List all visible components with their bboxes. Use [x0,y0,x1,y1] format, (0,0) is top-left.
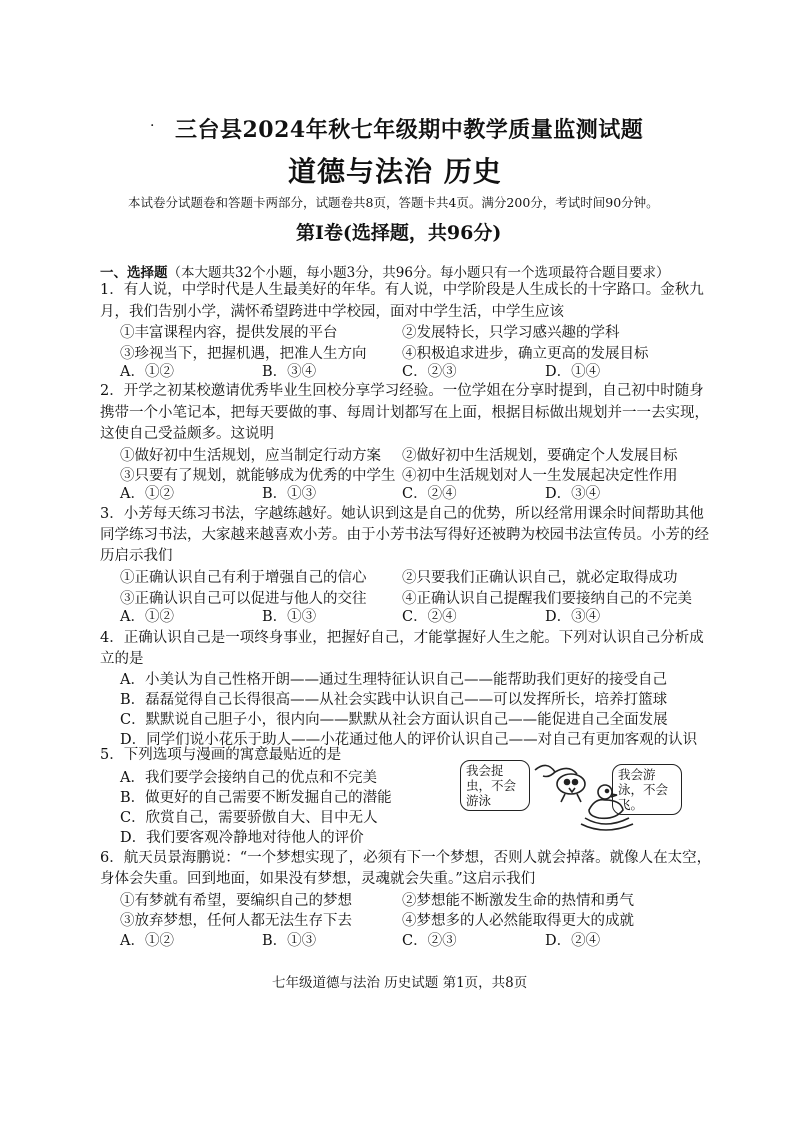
exam-title: 三台县2024年秋七年级期中教学质量监测试题 [175,117,644,143]
q6-line2: 身体会失重。回到地面，如果没有梦想，灵魂就会失重。”这启示我们 [100,871,536,887]
q3-option-c: C．②④ [402,609,457,625]
q2-statement-3: ③只要有了规划，就能够成为优秀的中学生 [120,468,396,484]
q2-line1: 2．开学之初某校邀请优秀毕业生回校分享学习经验。一位学姐在分享时提到，自己初中时随身 [100,383,704,399]
q5-option-c: C．欣赏自己，需要骄傲自大、目中无人 [120,810,378,826]
q3-statement-4: ④正确认识自己提醒我们要接纳自己的不完美 [402,591,692,607]
q3-option-a: A．①② [120,609,174,625]
q6-statement-2: ②梦想能不断激发生命的热情和勇气 [402,893,634,909]
part-title: 第Ⅰ卷(选择题，共96分) [296,222,502,244]
q6-option-a: A．①② [120,933,174,949]
q3-line2: 同学练习书法，大家越来越喜欢小芳。由于小芳书法写得好还被聘为校园书法宣传员。小芳的经 [100,527,709,543]
q6-line1: 6．航天员景海鹏说：“一个梦想实现了，必须有下一个梦想，否则人就会掉落。就像人在太空， [100,850,712,866]
q2-statement-4: ④初中生活规划对人一生发展起决定性作用 [402,468,678,484]
q1-option-d: D．①④ [545,364,601,380]
duck-icon [581,785,633,830]
q3-option-b: B．①③ [262,609,317,625]
q5-stem: 5．下列选项与漫画的寓意最贴近的是 [100,747,342,763]
q6-option-c: C．②③ [402,933,457,949]
q1-statement-4: ④积极追求进步，确立更高的发展目标 [402,346,649,362]
speech-bubble-bird: 我会捉虫，不会游泳 [460,760,530,811]
q6-statement-1: ①有梦就有希望，要编织自己的梦想 [120,893,352,909]
q3-line1: 3．小芳每天练习书法，字越练越好。她认识到这是自己的优势，所以经常用课余时间帮助其他 [100,506,704,522]
subject-title: 道德与法治 历史 [288,155,502,188]
page-footer: 七年级道德与法治 历史试题 第1页，共8页 [272,975,528,991]
q2-statement-2: ②做好初中生活规划，要确定个人发展目标 [402,448,678,464]
q5-option-b: B．做更好的自己需要不断发掘自己的潜能 [120,790,392,806]
q1-line2: 月，我们告别小学，满怀希望跨进中学校园，面对中学生活，中学生应该 [100,304,564,320]
q1-option-a: A．①② [120,364,174,380]
q4-line1: 4．正确认识自己是一项终身事业，把握好自己，才能掌握好人生之舵。下列对认识自己分析成 [100,630,704,646]
q6-option-d: D．②④ [545,933,601,949]
decorative-dot: · [150,118,155,134]
q3-statement-3: ③正确认识自己可以促进与他人的交往 [120,591,367,607]
q4-option-b: B．磊磊觉得自己长得很高——从社会实践中认识自己——可以发挥所长，培养打篮球 [120,692,668,708]
q2-option-d: D．③④ [545,486,601,502]
q6-statement-4: ④梦想多的人必然能取得更大的成就 [402,913,634,929]
q3-statement-2: ②只要我们正确认识自己，就必定取得成功 [402,570,678,586]
q1-statement-2: ②发展特长，只学习感兴趣的学科 [402,325,620,341]
q2-line2: 携带一个小笔记本，把每天要做的事、每周计划都写在上面，根据目标做出规划并一一去实现， [100,405,709,421]
q3-statement-1: ①正确认识自己有利于增强自己的信心 [120,570,367,586]
q4-option-d: D．同学们说小花乐于助人——小花通过他人的评价认识自己——对自己有更加客观的认识 [120,732,698,748]
section-text: （本大题共32个小题，每小题3分，共96分。每小题只有一个选项最符合题目要求） [167,265,670,281]
cartoon-illustration [525,758,645,838]
bird-icon [535,765,585,802]
q3-option-d: D．③④ [545,609,601,625]
q4-option-c: C．默默说自己胆子小，很内向——默默从社会方面认识自己——能促进自己全面发展 [120,712,668,728]
q4-option-a: A．小美认为自己性格开朗——通过生理特征认识自己——能帮助我们更好的接受自己 [120,672,667,688]
q2-option-a: A．①② [120,486,174,502]
q1-statement-3: ③珍视当下，把握机遇，把准人生方向 [120,346,367,362]
q4-line2: 立的是 [100,651,144,667]
exam-info: 本试卷分试题卷和答题卡两部分，试题卷共8页，答题卡共4页。满分200分，考试时间90分钟。 [128,195,659,210]
q2-statement-1: ①做好初中生活规划，应当制定行动方案 [120,448,381,464]
q1-line1: 1．有人说，中学时代是人生最美好的年华。有人说，中学阶段是人生成长的十字路口。金秋九 [100,282,704,298]
q3-line3: 历启示我们 [100,548,173,564]
q5-option-d: D．我们要客观冷静地对待他人的评价 [120,830,364,846]
q2-option-c: C．②④ [402,486,457,502]
q5-option-a: A．我们要学会接纳自己的优点和不完美 [120,770,377,786]
section-heading [100,261,669,281]
speech-bubble-duck: 我会游泳，不会飞。 [612,764,682,815]
q1-option-b: B．③④ [262,364,317,380]
q1-statement-1: ①丰富课程内容，提供发展的平台 [120,325,338,341]
q2-option-b: B．①③ [262,486,317,502]
q6-option-b: B．①③ [262,933,317,949]
q1-option-c: C．②③ [402,364,457,380]
section-label: 一、选择题 [100,265,168,281]
q2-line3: 这使自己受益颇多。这说明 [100,426,274,442]
q6-statement-3: ③放弃梦想，任何人都无法生存下去 [120,913,352,929]
